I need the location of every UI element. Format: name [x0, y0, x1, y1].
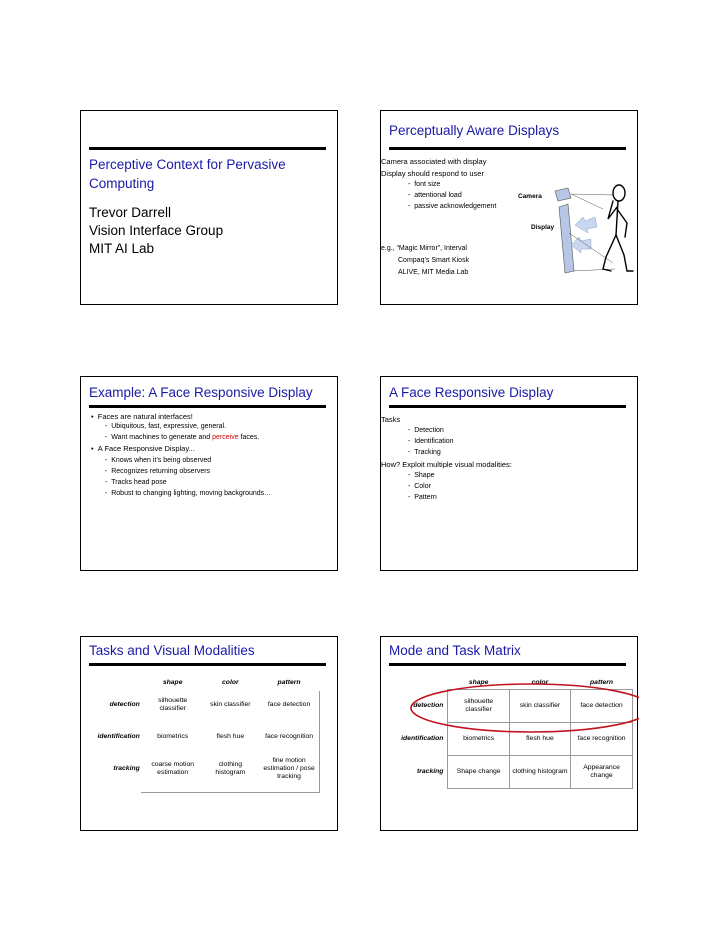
table-cell: face detection	[267, 701, 311, 709]
row-label: detection	[109, 701, 140, 709]
title-rule	[89, 405, 326, 408]
sub-bullet: - Robust to changing lighting, moving backgrounds…	[105, 490, 272, 497]
bullet-text: Camera associated with display	[381, 157, 487, 166]
modality-item-text: Color	[414, 483, 431, 490]
modality-item-text: Pattern	[414, 494, 437, 501]
sub-bullet: - Want machines to generate and perceive faces.	[105, 434, 260, 441]
table-cell: skin classifier	[509, 690, 570, 723]
column-header: shape	[162, 679, 183, 687]
bullet: • A Face Responsive Display...	[91, 444, 195, 453]
group-name: Vision Interface Group	[89, 223, 224, 238]
table-cell: clothing histogram	[509, 756, 570, 789]
task-item: - Identification	[408, 438, 454, 445]
column-header: shape	[468, 679, 489, 687]
slide-title: A Face Responsive Display	[389, 385, 554, 400]
sub-bullet: - font size	[408, 181, 441, 188]
person-figure-icon	[603, 185, 633, 271]
table-cell: silhouette classifier	[448, 690, 509, 723]
sub-bullet-text: passive acknowledgement	[414, 203, 497, 210]
slide-title: Tasks and Visual Modalities	[89, 643, 255, 658]
modality-item: - Color	[408, 483, 431, 490]
row-label: identification	[97, 733, 140, 741]
example-text: ALIVE, MIT Media Lab	[398, 269, 469, 276]
sub-bullet: - Knows when it’s being observed	[105, 457, 212, 464]
table-cell: clothing histogram	[215, 761, 246, 776]
slide-title-line2: Computing	[89, 176, 155, 191]
slide-title: Example: A Face Responsive Display	[89, 385, 313, 400]
table-cell: Shape change	[448, 756, 509, 789]
column-header: pattern	[590, 679, 614, 687]
title-rule	[89, 663, 326, 666]
sub-bullet: - passive acknowledgement	[408, 203, 497, 210]
sight-lines-icon	[569, 194, 615, 271]
table-cell: skin classifier	[210, 701, 251, 709]
sub-bullet-text: attentional load	[414, 192, 462, 199]
task-item-text: Identification	[414, 438, 454, 445]
tasks-label: Tasks	[381, 415, 401, 424]
matrix-box-border	[141, 691, 320, 793]
table-cell: flesh hue	[509, 723, 570, 756]
task-item-text: Tracking	[414, 449, 441, 456]
sub-bullet-text: Ubiquitous, fast, expressive, general.	[111, 423, 227, 430]
table-cell: face recognition	[265, 733, 314, 741]
perceive-word: perceive	[212, 434, 239, 441]
table-cell: face detection	[571, 690, 633, 723]
modality-item: - Shape	[408, 472, 435, 479]
sub-bullet: - Recognizes returning observers	[105, 468, 211, 475]
row-label: tracking	[113, 765, 140, 773]
modality-item: - Pattern	[408, 494, 437, 501]
slide-5	[80, 636, 338, 831]
display-label: Display	[531, 224, 555, 231]
table-cell: biometrics	[157, 733, 189, 741]
lab-name: MIT AI Lab	[89, 241, 155, 256]
camera-label: Camera	[518, 193, 542, 200]
title-rule	[389, 405, 626, 408]
sub-bullet-text: Robust to changing lighting, moving backgrounds…	[111, 490, 272, 497]
slide-3	[80, 376, 338, 571]
slide-2	[380, 110, 638, 305]
sub-bullet: - Ubiquitous, fast, expressive, general.	[105, 423, 227, 430]
faces-suffix: faces.	[238, 434, 260, 441]
slide-4	[380, 376, 638, 571]
column-header: color	[222, 679, 239, 687]
task-item: - Detection	[408, 427, 444, 434]
bullet: • Faces are natural interfaces!	[91, 412, 193, 421]
example-text: Compaq’s Smart Kiosk	[398, 257, 470, 264]
table-cell: coarse motion estimation	[151, 761, 195, 776]
detection-highlight-ellipse	[381, 637, 639, 832]
sub-bullet-text: Want machines to generate and	[111, 434, 213, 441]
slide-title-line1: Perceptive Context for Pervasive	[89, 157, 286, 172]
sub-bullet: - attentional load	[408, 192, 462, 199]
bullet-text: Faces are natural interfaces!	[97, 412, 193, 421]
column-header: color	[531, 679, 549, 687]
table-cell: Appearance change	[571, 756, 633, 789]
row-label: detection	[413, 702, 444, 710]
display-panel-icon	[559, 204, 574, 273]
sub-bullet-text: Tracks head pose	[111, 479, 167, 486]
arrow-icon	[571, 217, 597, 253]
column-header: pattern	[277, 679, 301, 687]
sub-bullet-text: Knows when it’s being observed	[111, 457, 212, 464]
row-label: tracking	[416, 768, 444, 776]
table-cell: biometrics	[448, 723, 509, 756]
sub-bullet: - Tracks head pose	[105, 479, 167, 486]
bullet-text: Display should respond to user	[381, 169, 484, 178]
sub-bullet-text: Recognizes returning observers	[111, 468, 211, 475]
row-label: identification	[401, 735, 444, 743]
slide-title: Mode and Task Matrix	[389, 643, 521, 658]
task-item: - Tracking	[408, 449, 441, 456]
how-label: How? Exploit multiple visual modalities:	[381, 460, 512, 469]
example-text: e.g., “Magic Mirror”, Interval	[381, 245, 467, 252]
table-cell: face recognition	[571, 723, 633, 756]
title-rule	[389, 147, 626, 150]
task-item-text: Detection	[414, 427, 444, 434]
author-name: Trevor Darrell	[89, 205, 172, 220]
slide-6	[380, 636, 638, 831]
slide-1	[80, 110, 338, 305]
title-rule	[89, 147, 326, 150]
table-cell: fine motion estimation / pose tracking	[263, 757, 315, 780]
sub-bullet-text: font size	[414, 181, 441, 188]
table-cell: flesh hue	[216, 733, 245, 741]
slide-title: Perceptually Aware Displays	[389, 123, 560, 138]
modality-item-text: Shape	[414, 472, 435, 479]
bullet-text: A Face Responsive Display...	[97, 444, 195, 453]
table-cell: silhouette classifier	[158, 697, 188, 712]
camera-icon	[555, 188, 571, 201]
